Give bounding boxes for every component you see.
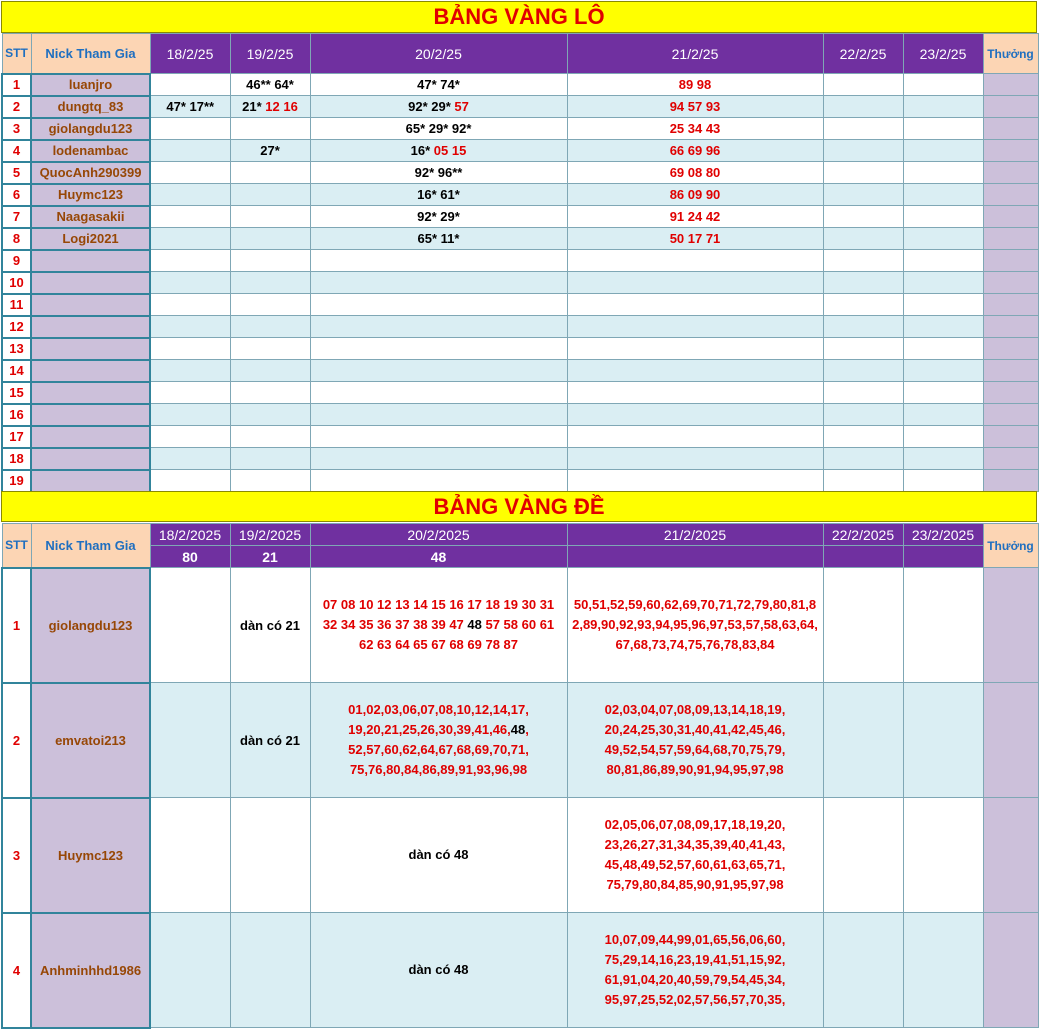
- result-cell: 21: [230, 546, 310, 568]
- pick-cell: [230, 162, 310, 184]
- pick-cell: [310, 74, 567, 96]
- table-row: [2, 162, 1038, 184]
- pick-cell: [150, 360, 230, 382]
- pick-text: 21*: [242, 99, 262, 114]
- date-header: 20/2/2025: [310, 524, 567, 546]
- pick-text: 46** 64*: [246, 77, 294, 92]
- pick-cell: [823, 162, 903, 184]
- pick-cell: [823, 426, 903, 448]
- pick-cell: [230, 184, 310, 206]
- pick-cell: [903, 470, 983, 492]
- thuong-header: Thưởng: [983, 34, 1038, 74]
- reward-cell: [983, 360, 1038, 382]
- pick-cell: [310, 118, 567, 140]
- pick-cell: [823, 382, 903, 404]
- pick-cell: [230, 250, 310, 272]
- pick-cell: [903, 74, 983, 96]
- table-row: [2, 96, 1038, 118]
- nick-cell: Huymc123: [31, 798, 150, 913]
- pick-cell: [903, 683, 983, 798]
- pick-text: , 52,57,60,62,64,67,68,69,70,71, 75,76,80,84,86,89,91,93,96,98: [348, 722, 529, 777]
- pick-text: 89 98: [678, 77, 712, 92]
- table-row: [2, 118, 1038, 140]
- reward-cell: [983, 426, 1038, 448]
- pick-text: 92* 96**: [414, 165, 463, 180]
- pick-cell: [310, 426, 567, 448]
- pick-text: 02,05,06,07,08,09,17,18,19,20, 23,26,27,31,34,35,39,40,41,43, 45,48,49,52,57,60,61,63,65,71, 75,79,80,84,85,90,91,95,97,98: [604, 817, 786, 892]
- pick-cell: [567, 206, 823, 228]
- pick-text: 69 08 80: [669, 165, 721, 180]
- pick-cell: [567, 913, 823, 1028]
- pick-cell: [230, 338, 310, 360]
- reward-cell: [983, 250, 1038, 272]
- pick-cell: [567, 162, 823, 184]
- pick-cell: [823, 404, 903, 426]
- table-row: [2, 140, 1038, 162]
- pick-cell: [230, 272, 310, 294]
- table-row: [2, 382, 1038, 404]
- nick-cell: [31, 426, 150, 448]
- pick-cell: [903, 360, 983, 382]
- table-row: [2, 683, 1038, 798]
- pick-cell: [903, 426, 983, 448]
- pick-cell: [150, 206, 230, 228]
- table-row: [2, 360, 1038, 382]
- pick-cell: [150, 118, 230, 140]
- reward-cell: [983, 74, 1038, 96]
- table-row: [2, 798, 1038, 913]
- table-row: [2, 206, 1038, 228]
- result-cell: 80: [150, 546, 230, 568]
- reward-cell: [983, 404, 1038, 426]
- pick-cell: [567, 294, 823, 316]
- pick-cell: [230, 74, 310, 96]
- pick-cell: [230, 404, 310, 426]
- stt-cell: 2: [2, 96, 31, 118]
- pick-cell: [310, 206, 567, 228]
- stt-cell: 18: [2, 448, 31, 470]
- pick-cell: [567, 316, 823, 338]
- lo-title: BẢNG VÀNG LÔ: [1, 1, 1037, 33]
- pick-cell: [903, 798, 983, 913]
- pick-cell: [150, 382, 230, 404]
- date-header: 23/2/25: [903, 34, 983, 74]
- pick-cell: [823, 316, 903, 338]
- pick-cell: [230, 316, 310, 338]
- pick-cell: [823, 206, 903, 228]
- pick-cell: [567, 426, 823, 448]
- pick-cell: [903, 448, 983, 470]
- pick-cell: [150, 184, 230, 206]
- nick-cell: [31, 448, 150, 470]
- result-cell: [903, 546, 983, 568]
- pick-cell: [310, 338, 567, 360]
- stt-cell: 10: [2, 272, 31, 294]
- pick-text: 50,51,52,59,60,62,69,70,71,72,79,80,81,82,89,90,92,93,94,95,96,97,53,57,58,63,64,67,68,73,74,75,76,78,83,84: [572, 597, 818, 652]
- pick-text: 47* 74*: [417, 77, 460, 92]
- pick-cell: [310, 382, 567, 404]
- table-row: [2, 568, 1038, 683]
- de-header-row: [2, 524, 1038, 546]
- pick-text: 50 17 71: [669, 231, 721, 246]
- reward-cell: [983, 228, 1038, 250]
- pick-text: 92* 29*: [417, 209, 460, 224]
- pick-cell: [567, 184, 823, 206]
- nick-cell: [31, 250, 150, 272]
- reward-cell: [983, 338, 1038, 360]
- pick-cell: [230, 294, 310, 316]
- reward-cell: [983, 162, 1038, 184]
- stt-cell: 6: [2, 184, 31, 206]
- pick-cell: [230, 96, 310, 118]
- pick-cell: [823, 448, 903, 470]
- reward-cell: [983, 140, 1038, 162]
- pick-cell: [823, 470, 903, 492]
- pick-cell: [310, 798, 567, 913]
- date-header: 23/2/2025: [903, 524, 983, 546]
- pick-cell: [150, 96, 230, 118]
- pick-cell: [823, 184, 903, 206]
- pick-cell: [150, 228, 230, 250]
- reward-cell: [983, 316, 1038, 338]
- pick-cell: [150, 448, 230, 470]
- pick-cell: [310, 316, 567, 338]
- stt-cell: 8: [2, 228, 31, 250]
- pick-cell: [150, 426, 230, 448]
- pick-cell: [823, 294, 903, 316]
- pick-cell: [310, 272, 567, 294]
- table-row: [2, 338, 1038, 360]
- pick-cell: [310, 913, 567, 1028]
- pick-cell: [150, 404, 230, 426]
- table-row: [2, 316, 1038, 338]
- pick-text: 66 69 96: [669, 143, 721, 158]
- pick-cell: [150, 913, 230, 1028]
- pick-cell: [310, 448, 567, 470]
- reward-cell: [983, 798, 1038, 913]
- pick-cell: [567, 683, 823, 798]
- nick-cell: Logi2021: [31, 228, 150, 250]
- pick-cell: [567, 448, 823, 470]
- pick-cell: [230, 140, 310, 162]
- pick-cell: [150, 568, 230, 683]
- pick-cell: [230, 382, 310, 404]
- pick-cell: [150, 250, 230, 272]
- stt-cell: 2: [2, 683, 31, 798]
- table-row: [2, 448, 1038, 470]
- stt-cell: 15: [2, 382, 31, 404]
- pick-text: 16* 61*: [417, 187, 460, 202]
- pick-cell: [903, 294, 983, 316]
- nick-cell: [31, 338, 150, 360]
- pick-cell: [567, 404, 823, 426]
- pick-text: 16*: [410, 143, 431, 158]
- pick-text: 47* 17**: [166, 99, 215, 114]
- stt-cell: 17: [2, 426, 31, 448]
- pick-cell: [903, 184, 983, 206]
- reward-cell: [983, 568, 1038, 683]
- nick-cell: [31, 382, 150, 404]
- nick-cell: emvatoi213: [31, 683, 150, 798]
- reward-cell: [983, 206, 1038, 228]
- pick-cell: [150, 272, 230, 294]
- pick-cell: [310, 250, 567, 272]
- pick-cell: [903, 382, 983, 404]
- date-header: 21/2/25: [567, 34, 823, 74]
- pick-cell: [567, 74, 823, 96]
- pick-cell: [823, 338, 903, 360]
- pick-cell: [150, 316, 230, 338]
- thuong-header: Thưởng: [983, 524, 1038, 568]
- pick-cell: [150, 798, 230, 913]
- nick-cell: [31, 294, 150, 316]
- pick-cell: [567, 360, 823, 382]
- nick-header: Nick Tham Gia: [31, 524, 150, 568]
- pick-cell: [823, 272, 903, 294]
- pick-text: 27*: [260, 143, 280, 158]
- stt-cell: 13: [2, 338, 31, 360]
- table-row: [2, 250, 1038, 272]
- pick-cell: [230, 798, 310, 913]
- nick-cell: Huymc123: [31, 184, 150, 206]
- nick-cell: dungtq_83: [31, 96, 150, 118]
- pick-cell: [567, 382, 823, 404]
- stt-cell: 11: [2, 294, 31, 316]
- pick-cell: [310, 140, 567, 162]
- pick-cell: [823, 250, 903, 272]
- pick-cell: [150, 74, 230, 96]
- pick-cell: [823, 683, 903, 798]
- pick-cell: [823, 913, 903, 1028]
- nick-cell: [31, 360, 150, 382]
- pick-cell: [310, 360, 567, 382]
- pick-cell: [903, 228, 983, 250]
- stt-cell: 9: [2, 250, 31, 272]
- pick-cell: [823, 568, 903, 683]
- pick-cell: [567, 338, 823, 360]
- reward-cell: [983, 683, 1038, 798]
- date-header: 22/2/2025: [823, 524, 903, 546]
- pick-cell: [903, 338, 983, 360]
- stt-cell: 3: [2, 798, 31, 913]
- pick-cell: [230, 448, 310, 470]
- pick-red-text: 12 16: [261, 99, 298, 114]
- reward-cell: [983, 913, 1038, 1028]
- date-header: 18/2/2025: [150, 524, 230, 546]
- pick-cell: [903, 162, 983, 184]
- date-header: 19/2/2025: [230, 524, 310, 546]
- date-header: 22/2/25: [823, 34, 903, 74]
- pick-cell: [310, 683, 567, 798]
- pick-cell: [823, 74, 903, 96]
- stt-cell: 7: [2, 206, 31, 228]
- pick-text: 57 58 60 61 62 63 64 65 67 68 69 78 87: [358, 617, 555, 652]
- pick-cell: [567, 470, 823, 492]
- pick-cell: [310, 228, 567, 250]
- pick-cell: [230, 360, 310, 382]
- reward-cell: [983, 382, 1038, 404]
- date-header: 20/2/25: [310, 34, 567, 74]
- pick-cell: [150, 294, 230, 316]
- nick-cell: [31, 272, 150, 294]
- table-row: [2, 294, 1038, 316]
- nick-cell: [31, 470, 150, 492]
- hit-number: 48: [467, 617, 482, 632]
- pick-text: 10,07,09,44,99,01,65,56,06,60, 75,29,14,16,23,19,41,51,15,92, 61,91,04,20,40,59,79,54,45,34, 95,97,25,52,02,57,56,57,70,35,: [604, 932, 786, 1007]
- de-title: BẢNG VÀNG ĐỀ: [1, 491, 1037, 522]
- pick-cell: [567, 798, 823, 913]
- pick-cell: [230, 118, 310, 140]
- pick-text: 65* 11*: [417, 231, 460, 246]
- pick-cell: [823, 798, 903, 913]
- pick-cell: [150, 338, 230, 360]
- stt-header: STT: [2, 34, 31, 74]
- reward-cell: [983, 118, 1038, 140]
- stt-cell: 14: [2, 360, 31, 382]
- stt-cell: 5: [2, 162, 31, 184]
- nick-cell: giolangdu123: [31, 568, 150, 683]
- pick-text: 91 24 42: [669, 209, 721, 224]
- nick-header: Nick Tham Gia: [31, 34, 150, 74]
- pick-cell: dàn có 21: [230, 683, 310, 798]
- pick-cell: [903, 316, 983, 338]
- pick-cell: [903, 118, 983, 140]
- reward-cell: [983, 294, 1038, 316]
- pick-text: 25 34 43: [669, 121, 721, 136]
- table-row: [2, 228, 1038, 250]
- pick-cell: [310, 294, 567, 316]
- hit-number: 48: [510, 722, 526, 737]
- nick-cell: giolangdu123: [31, 118, 150, 140]
- pick-cell: [567, 228, 823, 250]
- pick-cell: [230, 228, 310, 250]
- pick-text: 86 09 90: [669, 187, 721, 202]
- pick-cell: [230, 470, 310, 492]
- nick-cell: lodenambac: [31, 140, 150, 162]
- pick-cell: [310, 184, 567, 206]
- table-row: [2, 272, 1038, 294]
- stt-cell: 1: [2, 74, 31, 96]
- table-row: [2, 404, 1038, 426]
- pick-text: 65* 29* 92*: [405, 121, 472, 136]
- pick-cell: [230, 206, 310, 228]
- stt-cell: 4: [2, 140, 31, 162]
- table-row: [2, 426, 1038, 448]
- stt-cell: 4: [2, 913, 31, 1028]
- pick-red-text: 57: [450, 99, 469, 114]
- pick-red-text: 05 15: [430, 143, 467, 158]
- table-row: [2, 470, 1038, 492]
- pick-cell: [903, 404, 983, 426]
- pick-cell: [150, 683, 230, 798]
- pick-cell: [150, 162, 230, 184]
- nick-cell: [31, 404, 150, 426]
- stt-cell: 19: [2, 470, 31, 492]
- pick-cell: [823, 140, 903, 162]
- pick-text: 01,02,03,06,07,08,10,12,14,17, 19,20,21,25,26,30,39,41,46,: [348, 702, 529, 737]
- table-row: [2, 74, 1038, 96]
- pick-text: dàn có 48: [408, 962, 469, 977]
- pick-cell: [903, 96, 983, 118]
- pick-cell: [150, 470, 230, 492]
- nick-cell: Naagasakii: [31, 206, 150, 228]
- reward-cell: [983, 448, 1038, 470]
- date-header: 18/2/25: [150, 34, 230, 74]
- pick-cell: [310, 404, 567, 426]
- reward-cell: [983, 184, 1038, 206]
- pick-cell: [567, 118, 823, 140]
- pick-text: 94 57 93: [669, 99, 721, 114]
- pick-cell: [903, 250, 983, 272]
- nick-cell: luanjro: [31, 74, 150, 96]
- reward-cell: [983, 272, 1038, 294]
- result-cell: 48: [310, 546, 567, 568]
- lo-header-row: [2, 34, 1038, 74]
- reward-cell: [983, 96, 1038, 118]
- pick-cell: [823, 360, 903, 382]
- pick-cell: [230, 426, 310, 448]
- pick-cell: dàn có 21: [230, 568, 310, 683]
- stt-cell: 3: [2, 118, 31, 140]
- pick-cell: [903, 206, 983, 228]
- pick-cell: [823, 96, 903, 118]
- table-row: [2, 913, 1038, 1028]
- stt-cell: 16: [2, 404, 31, 426]
- pick-text: 02,03,04,07,08,09,13,14,18,19, 20,24,25,30,31,40,41,42,45,46, 49,52,54,57,59,64,68,70,75,79, 80,81,86,89,90,91,94,95,97,98: [604, 702, 786, 777]
- pick-cell: [150, 140, 230, 162]
- date-header: 21/2/2025: [567, 524, 823, 546]
- pick-text: 07 08 10 12 13 14 15 16 17 18 19 30 31 32 34 35 36 37 38 39 47: [322, 597, 555, 632]
- lo-table: [1, 33, 1039, 493]
- pick-cell: [567, 140, 823, 162]
- pick-cell: [310, 96, 567, 118]
- stt-cell: 12: [2, 316, 31, 338]
- pick-cell: [310, 568, 567, 683]
- pick-cell: [230, 913, 310, 1028]
- pick-cell: [903, 272, 983, 294]
- pick-cell: [310, 162, 567, 184]
- pick-cell: [310, 470, 567, 492]
- pick-cell: [903, 568, 983, 683]
- pick-cell: [903, 913, 983, 1028]
- pick-cell: [823, 118, 903, 140]
- result-cell: [567, 546, 823, 568]
- pick-cell: [567, 272, 823, 294]
- de-result-row: [2, 546, 1038, 568]
- nick-cell: QuocAnh290399: [31, 162, 150, 184]
- reward-cell: [983, 470, 1038, 492]
- pick-cell: [567, 250, 823, 272]
- de-table: [1, 523, 1039, 1029]
- pick-text: dàn có 48: [408, 847, 469, 862]
- pick-cell: [567, 96, 823, 118]
- date-header: 19/2/25: [230, 34, 310, 74]
- stt-cell: 1: [2, 568, 31, 683]
- result-cell: [823, 546, 903, 568]
- table-row: [2, 184, 1038, 206]
- stt-header: STT: [2, 524, 31, 568]
- nick-cell: Anhminhhd1986: [31, 913, 150, 1028]
- pick-text: 92* 29*: [408, 99, 451, 114]
- nick-cell: [31, 316, 150, 338]
- pick-cell: [567, 568, 823, 683]
- pick-cell: [823, 228, 903, 250]
- pick-cell: [903, 140, 983, 162]
